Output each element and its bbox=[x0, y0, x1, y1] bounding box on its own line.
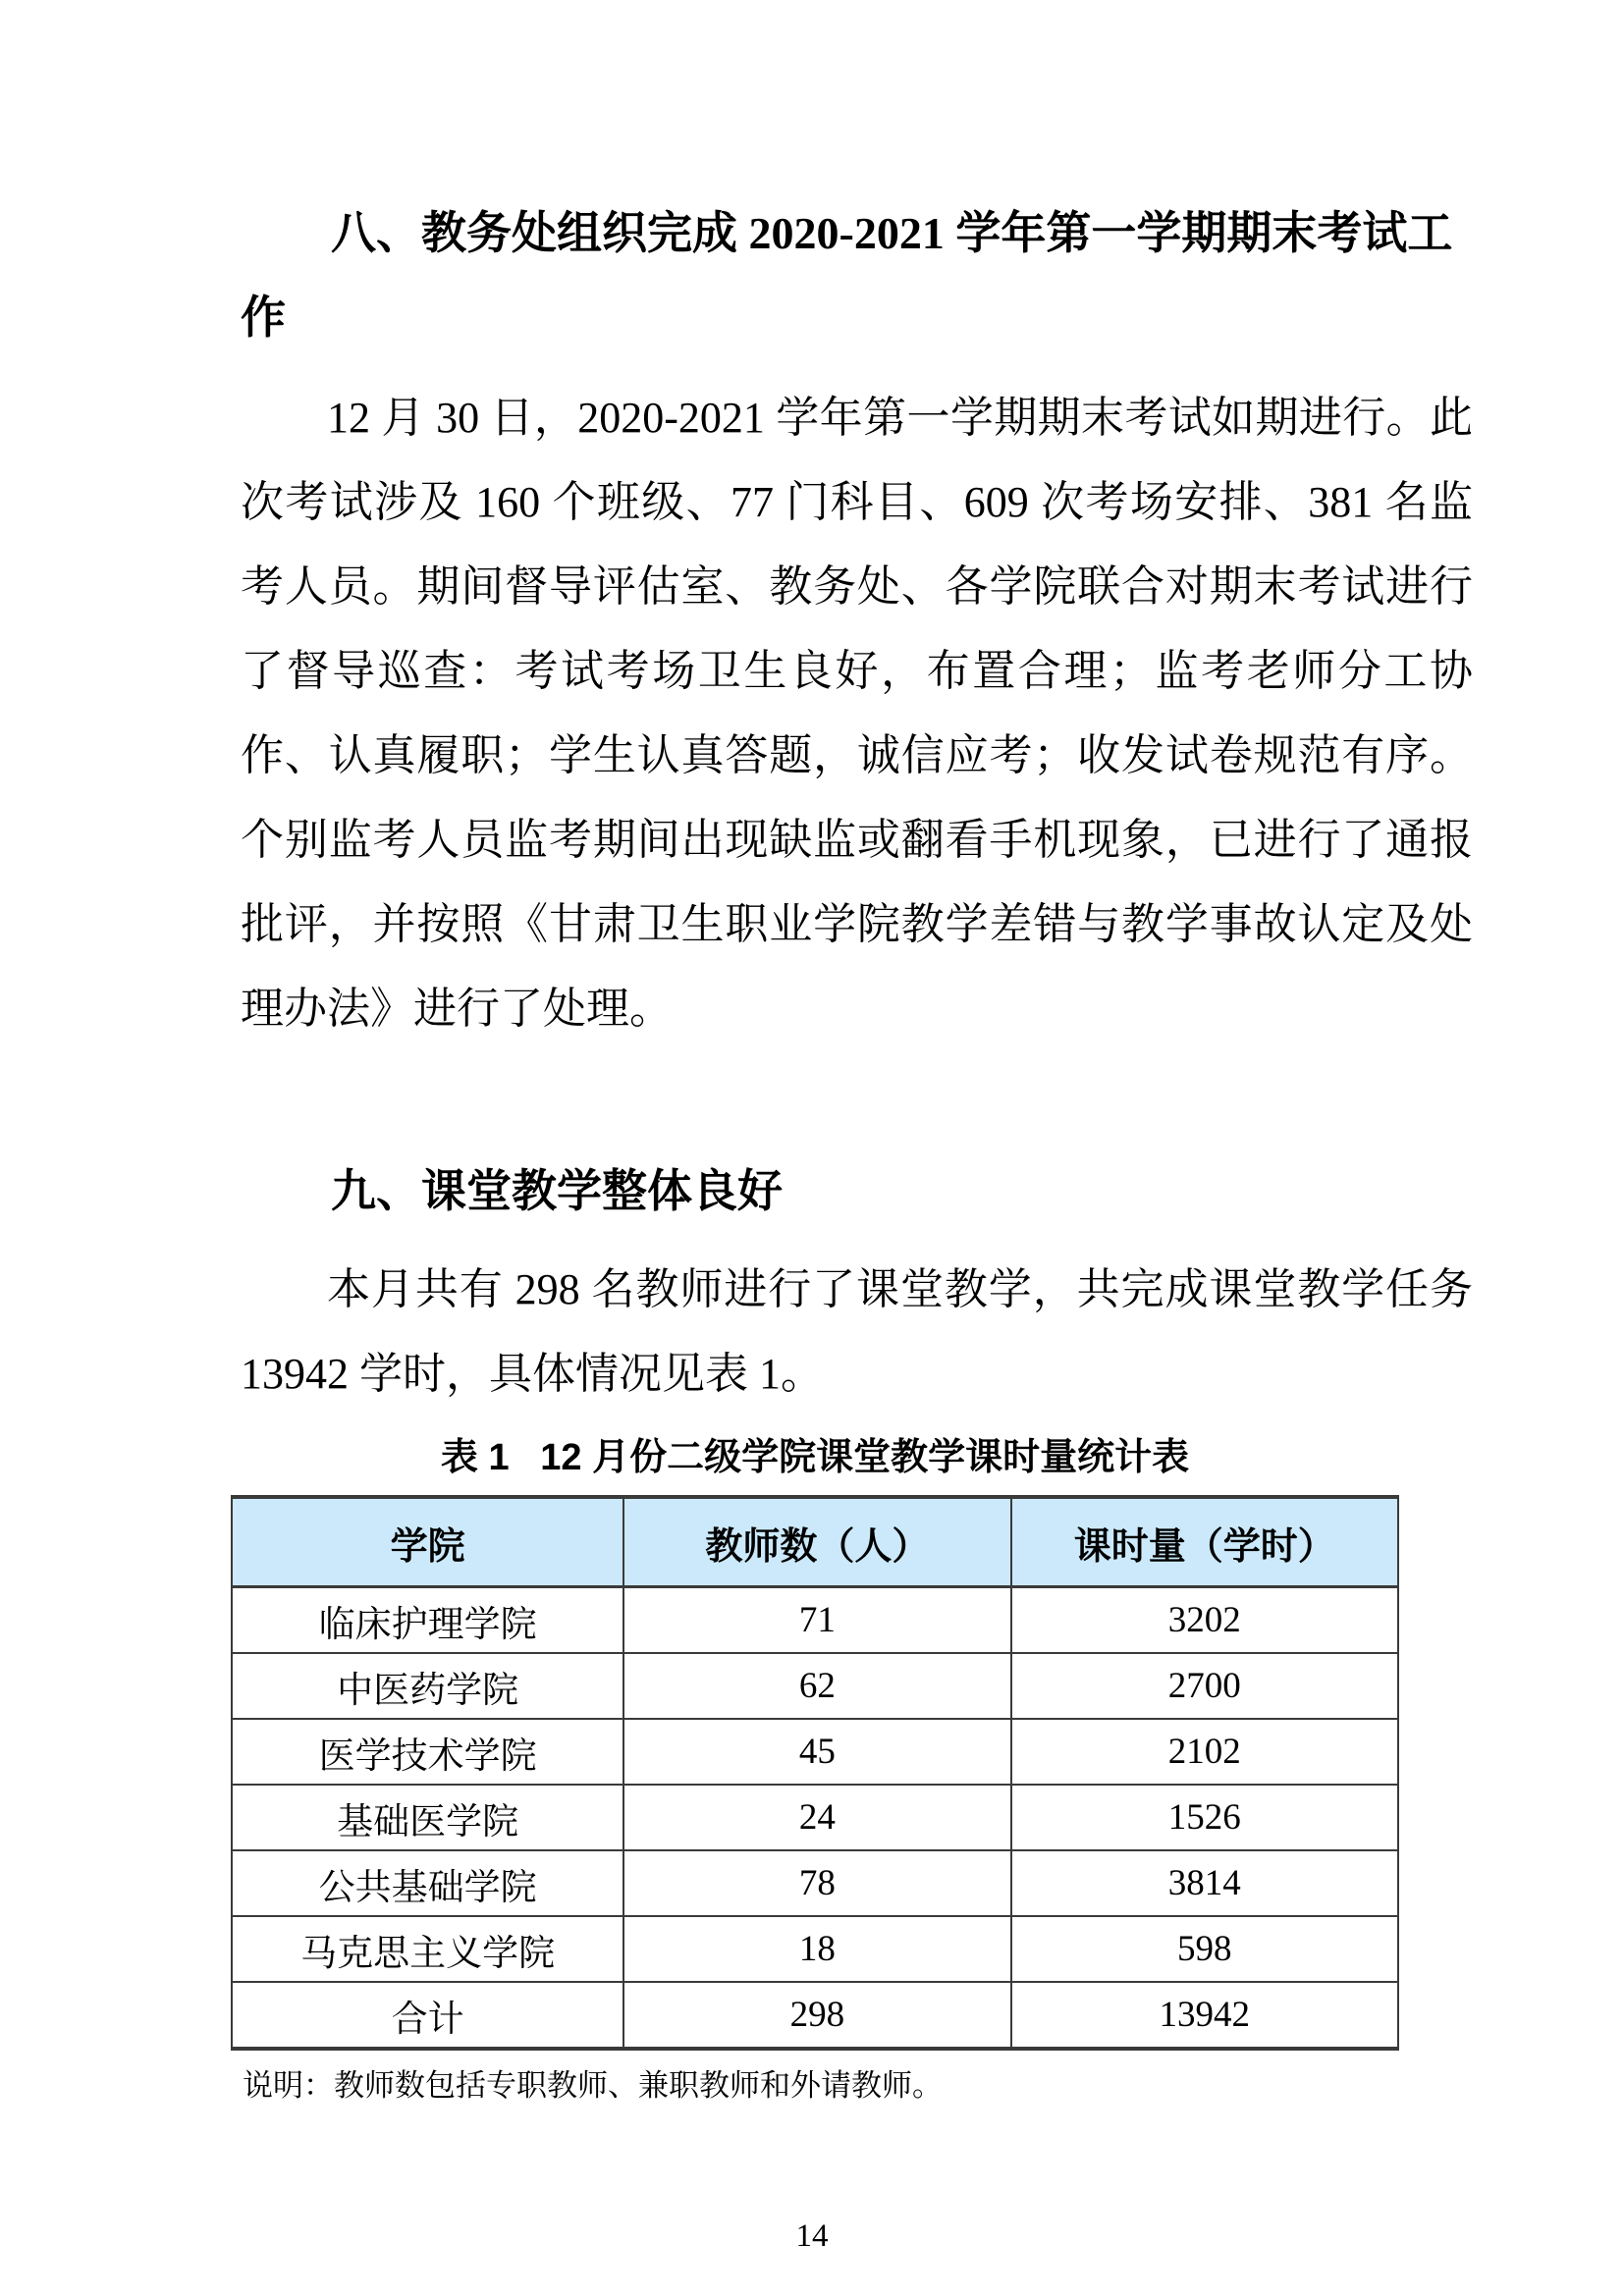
cell-hours: 598 bbox=[1011, 1916, 1398, 1982]
table-row bbox=[232, 1916, 1398, 1982]
cell-teachers: 78 bbox=[623, 1850, 1010, 1916]
cell-college: 合计 bbox=[232, 1982, 623, 2049]
section-heading-teaching: 九、课堂教学整体良好 bbox=[331, 1166, 783, 1216]
cell-hours: 2700 bbox=[1011, 1653, 1398, 1719]
table-row bbox=[232, 1653, 1398, 1719]
cell-college: 中医药学院 bbox=[232, 1653, 623, 1719]
section-heading-exam: 八、教务处组织完成 2020-2021 学年第一学期期末考试工作 bbox=[241, 208, 1453, 343]
cell-college: 马克思主义学院 bbox=[232, 1916, 623, 1982]
cell-college: 临床护理学院 bbox=[232, 1587, 623, 1654]
page-number: 14 bbox=[795, 2218, 829, 2254]
paragraph-exam: 12 月 30 日，2020-2021 学年第一学期期末考试如期进行。此次考试涉及 160 个班级、77 门科目、609 次考场安排、381 名监考人员。期间督导评估室、教务处、各学院联合对期末考试进行了督导巡查：考试考场卫生良好，布置合理；监考老师分工协作、认真履职；学生认真答题，诚信应考；收发试卷规范有序。个别监考人员监考期间出现缺监或翻看手机现象，已进行了通报批评，并按照《甘肃卫生职业学院教学差错与教学事故认定及处理办法》进行了处理。 bbox=[241, 394, 1473, 1033]
cell-college: 医学技术学院 bbox=[232, 1719, 623, 1785]
paragraph-teaching: 本月共有 298 名教师进行了课堂教学，共完成课堂教学任务 13942 学时，具体情况见表 1。 bbox=[241, 1265, 1473, 1398]
column-header-college: 学院 bbox=[232, 1497, 623, 1587]
table-row bbox=[232, 1850, 1398, 1916]
column-header-hours: 课时量（学时） bbox=[1011, 1497, 1398, 1587]
cell-hours: 3202 bbox=[1011, 1587, 1398, 1654]
table-header-row bbox=[232, 1497, 1398, 1587]
cell-teachers: 18 bbox=[623, 1916, 1010, 1982]
cell-teachers: 24 bbox=[623, 1785, 1010, 1850]
cell-teachers: 298 bbox=[623, 1982, 1010, 2049]
cell-hours: 2102 bbox=[1011, 1719, 1398, 1785]
cell-hours: 13942 bbox=[1011, 1982, 1398, 2049]
table-caption: 表 1 12 月份二级学院课堂教学课时量统计表 bbox=[440, 1437, 1190, 1478]
cell-hours: 1526 bbox=[1011, 1785, 1398, 1850]
cell-teachers: 71 bbox=[623, 1587, 1010, 1654]
cell-college: 基础医学院 bbox=[232, 1785, 623, 1850]
cell-college: 公共基础学院 bbox=[232, 1850, 623, 1916]
table-row bbox=[232, 1719, 1398, 1785]
table-row bbox=[232, 1587, 1398, 1654]
teaching-hours-table bbox=[231, 1495, 1399, 2051]
table-footnote: 说明：教师数包括专职教师、兼职教师和外请教师。 bbox=[243, 2068, 943, 2103]
cell-teachers: 45 bbox=[623, 1719, 1010, 1785]
table-row bbox=[232, 1785, 1398, 1850]
cell-teachers: 62 bbox=[623, 1653, 1010, 1719]
cell-hours: 3814 bbox=[1011, 1850, 1398, 1916]
column-header-teachers: 教师数（人） bbox=[623, 1497, 1010, 1587]
table-block bbox=[231, 1430, 1399, 2108]
table-row-total bbox=[232, 1982, 1398, 2049]
